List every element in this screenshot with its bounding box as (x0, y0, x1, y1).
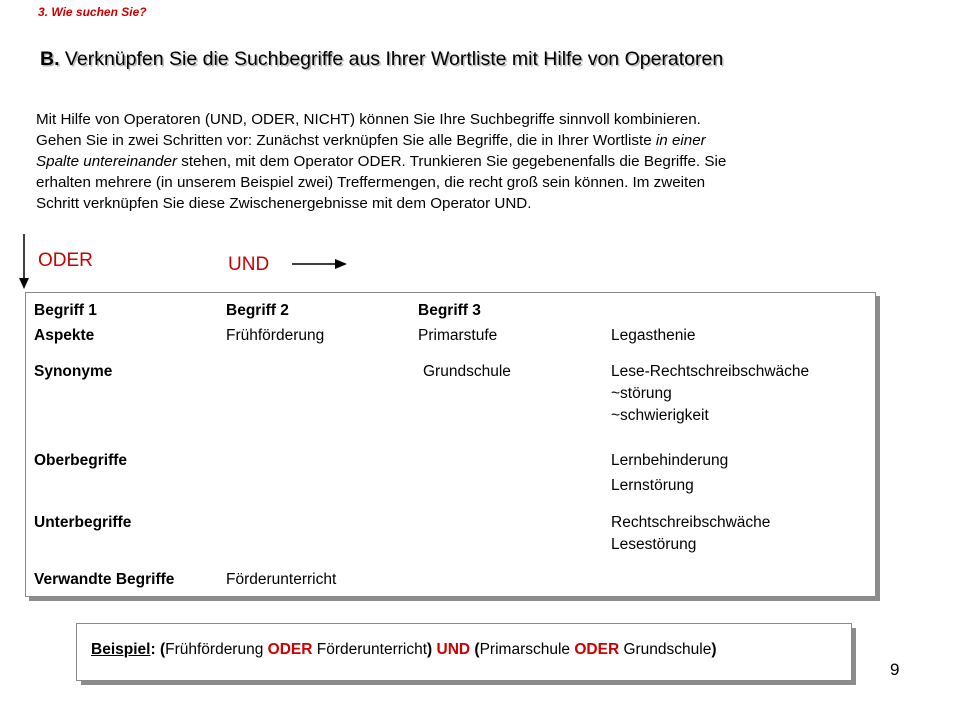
intro-line-3-italic: Spalte untereinander (36, 153, 178, 170)
example-operator-oder-2: ODER (574, 641, 620, 658)
example-term-3: Primarschule (479, 641, 571, 658)
synonyme-begriff-4b: ~störung (611, 385, 672, 402)
intro-line-5: Schritt verknüpfen Sie diese Zwischenergebnisse mit dem Operator UND. (36, 195, 532, 212)
synonyme-begriff-3: Grundschule (423, 363, 511, 380)
example-term-4: Grundschule (623, 641, 712, 658)
intro-line-3-text: stehen, mit dem Operator ODER. Trunkieren Sie gegebenenfalls die Begriffe. Sie (177, 153, 727, 170)
down-arrow-icon (18, 234, 30, 290)
example-close-paren-2: ) (711, 641, 717, 658)
table-header-1: Begriff 1 (34, 302, 97, 319)
intro-line-3 (36, 151, 916, 172)
oberbegriffe-begriff-4a: Lernbehinderung (611, 452, 729, 469)
example-term-1: Frühförderung (165, 641, 264, 658)
synonyme-begriff-4c: ~schwierigkeit (611, 407, 709, 424)
page-title-text: Verknüpfen Sie die Suchbegriffe aus Ihrer Wortliste mit Hilfe von Operatoren (64, 48, 724, 70)
intro-line-2 (36, 130, 916, 151)
row-label-oberbegriffe: Oberbegriffe (34, 452, 128, 469)
example-label: Beispiel (91, 641, 151, 658)
right-arrow-icon (292, 257, 348, 271)
example-close-paren-1: ) (427, 641, 433, 658)
aspekte-begriff-3: Primarstufe (418, 327, 498, 344)
oder-operator-label: ODER (38, 250, 93, 271)
unterbegriffe-begriff-4a: Rechtschreibschwäche (611, 514, 771, 531)
search-terms-table (25, 292, 876, 597)
intro-line-1: Mit Hilfe von Operatoren (UND, ODER, NICHT) können Sie Ihre Suchbegriffe sinnvoll kombinieren. (36, 111, 701, 128)
example-term-2: Förderunterricht (316, 641, 428, 658)
page-number: 9 (890, 660, 900, 679)
example-colon: : (150, 641, 156, 658)
example-expression (91, 641, 717, 659)
row-label-unterbegriffe: Unterbegriffe (34, 514, 132, 531)
example-operator-oder-1: ODER (267, 641, 313, 658)
page-title (40, 48, 723, 71)
intro-line-4: erhalten mehrere (in unserem Beispiel zwei) Treffermengen, die recht groß sein können. Im zweiten (36, 174, 706, 191)
example-open-paren-1: ( (159, 641, 166, 658)
example-operator-und: UND (436, 641, 471, 658)
aspekte-begriff-4: Legasthenie (611, 327, 696, 344)
intro-line-2-text: Gehen Sie in zwei Schritten vor: Zunächst verknüpfen Sie alle Begriffe, die in Ihrer Wortliste (36, 132, 656, 149)
table-header-2: Begriff 2 (226, 302, 289, 319)
example-open-paren-2: ( (474, 641, 480, 658)
section-label: 3. Wie suchen Sie? (38, 5, 147, 19)
row-label-verwandte-begriffe: Verwandte Begriffe (34, 571, 175, 588)
synonyme-begriff-4a: Lese-Rechtschreibschwäche (611, 363, 810, 380)
unterbegriffe-begriff-4b: Lesestörung (611, 536, 697, 553)
table-header-3: Begriff 3 (418, 302, 481, 319)
und-operator-label: UND (228, 254, 270, 275)
intro-paragraph (36, 109, 916, 214)
intro-line-2-italic: in einer (655, 132, 706, 149)
verwandte-begriff-2: Förderunterricht (226, 571, 337, 588)
row-label-aspekte: Aspekte (34, 327, 95, 344)
page-title-prefix: B. (40, 48, 60, 70)
oberbegriffe-begriff-4b: Lernstörung (611, 477, 694, 494)
row-label-synonyme: Synonyme (34, 363, 113, 380)
aspekte-begriff-2: Frühförderung (226, 327, 325, 344)
